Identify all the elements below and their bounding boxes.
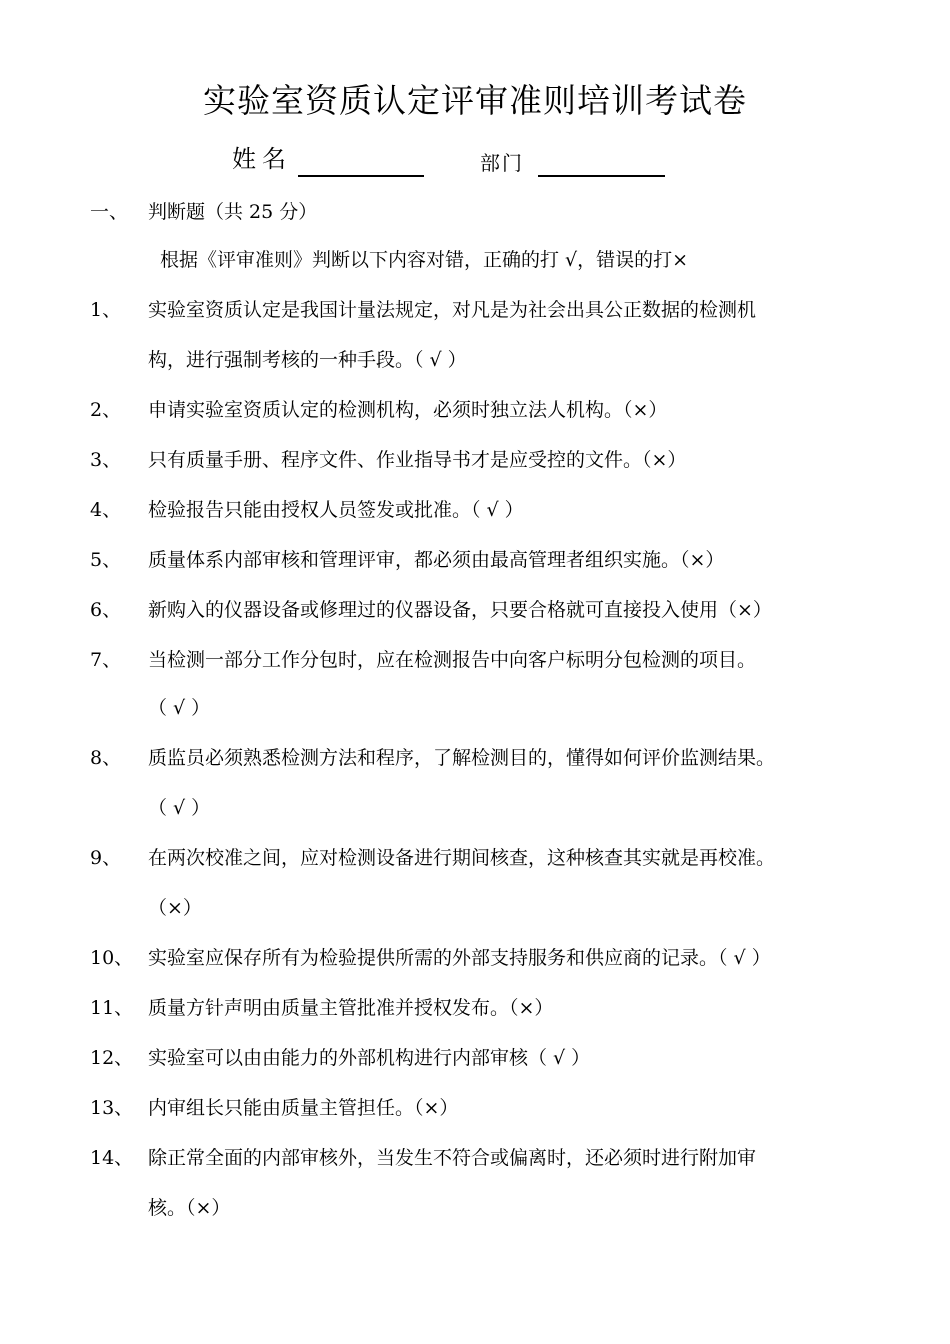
question-number: 6、 (90, 599, 122, 621)
dept-label: 部门 (480, 151, 524, 175)
student-info-row (0, 143, 950, 183)
question-text: 质量方针声明由质量主管批准并授权发布。（×） (148, 997, 554, 1019)
section-number: 一、 (90, 201, 129, 223)
question-text-continued: 构，进行强制考核的一种手段。（ √ ） (148, 349, 467, 371)
question-text-continued: 核。（×） (148, 1197, 231, 1219)
question-number: 13、 (90, 1097, 134, 1119)
dept-blank (538, 175, 665, 177)
question-number: 7、 (90, 649, 122, 671)
question-number: 12、 (90, 1047, 134, 1069)
question-number: 2、 (90, 399, 122, 421)
question-number: 11、 (90, 997, 134, 1019)
question-text-continued: （ √ ） (148, 697, 211, 719)
question-text: 只有质量手册、程序文件、作业指导书才是应受控的文件。（×） (148, 449, 687, 471)
question-number: 8、 (90, 747, 122, 769)
section-heading: 判断题（共 25 分） (148, 201, 318, 223)
question-text: 实验室应保存所有为检验提供所需的外部支持服务和供应商的记录。（ √ ） (148, 947, 771, 969)
page-title: 实验室资质认定评审准则培训考试卷 (203, 81, 747, 120)
question-text: 实验室可以由由能力的外部机构进行内部审核（ √ ） (148, 1047, 591, 1069)
question-text: 检验报告只能由授权人员签发或批准。（ √ ） (148, 499, 524, 521)
question-number: 5、 (90, 549, 122, 571)
question-text: 在两次校准之间，应对检测设备进行期间核查，这种核查其实就是再校准。 (148, 847, 776, 869)
question-number: 14、 (90, 1147, 134, 1169)
question-text: 质量体系内部审核和管理评审，都必须由最高管理者组织实施。（×） (148, 549, 725, 571)
question-text: 申请实验室资质认定的检测机构，必须时独立法人机构。（×） (148, 399, 668, 421)
question-text: 内审组长只能由质量主管担任。（×） (148, 1097, 459, 1119)
question-text-continued: （ √ ） (148, 797, 211, 819)
question-text: 新购入的仪器设备或修理过的仪器设备，只要合格就可直接投入使用（×） (148, 599, 772, 621)
question-text: 实验室资质认定是我国计量法规定，对凡是为社会出具公正数据的检测机 (148, 299, 757, 321)
section-instruction: 根据《评审准则》判断以下内容对错，正确的打 √，错误的打× (160, 249, 689, 271)
question-number: 4、 (90, 499, 122, 521)
name-blank (298, 175, 424, 177)
name-label: 姓名 (232, 145, 292, 173)
question-number: 9、 (90, 847, 122, 869)
question-text: 当检测一部分工作分包时，应在检测报告中向客户标明分包检测的项目。 (148, 649, 757, 671)
question-text: 除正常全面的内部审核外，当发生不符合或偏离时，还必须时进行附加审 (148, 1147, 757, 1169)
question-text-continued: （×） (148, 897, 202, 919)
question-number: 10、 (90, 947, 134, 969)
question-number: 3、 (90, 449, 122, 471)
question-text: 质监员必须熟悉检测方法和程序，了解检测目的，懂得如何评价监测结果。 (148, 747, 776, 769)
question-number: 1、 (90, 299, 122, 321)
